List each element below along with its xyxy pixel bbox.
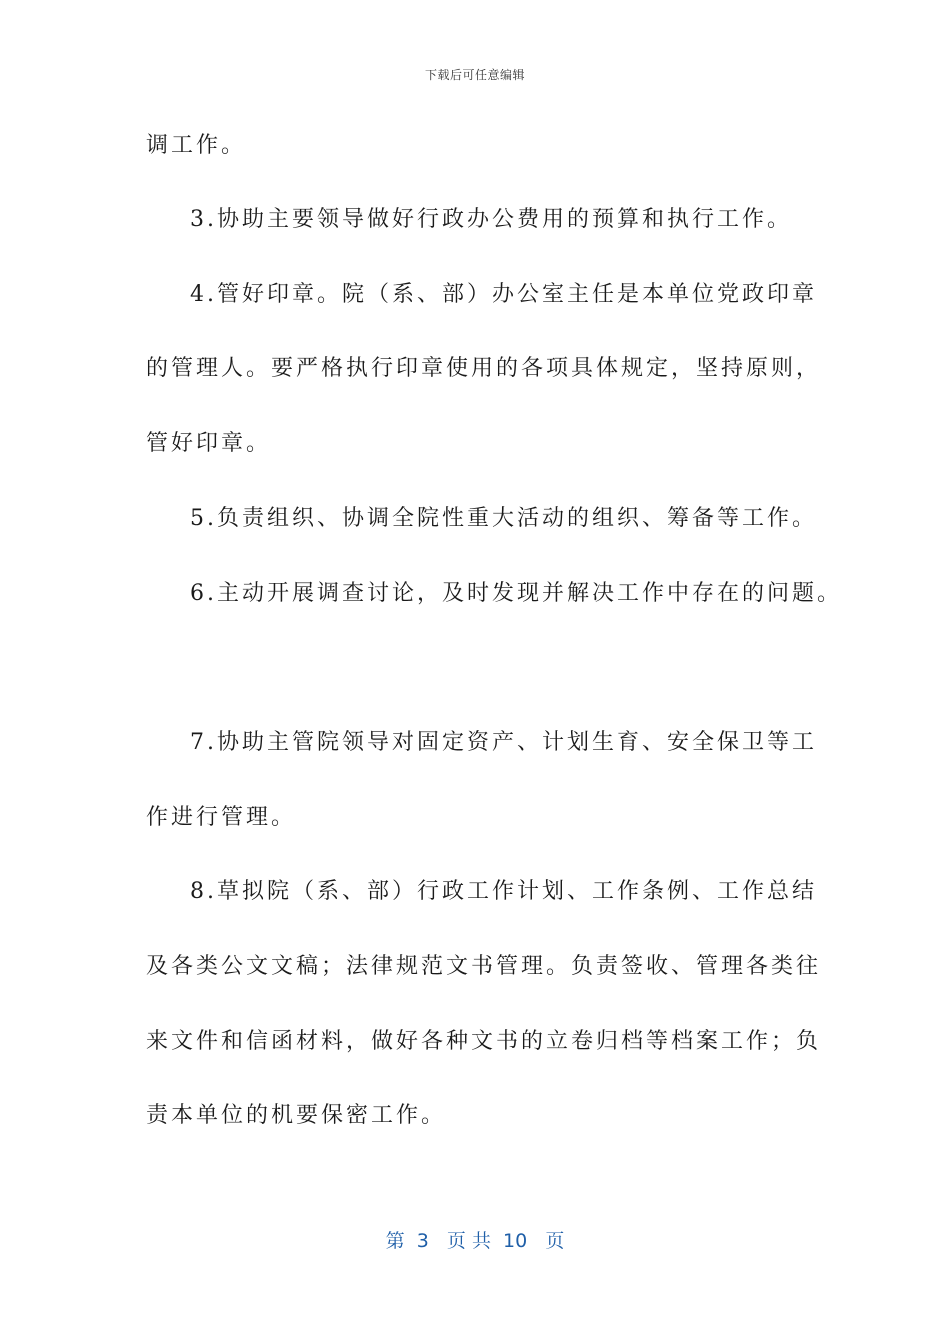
body-line: 及各类公文文稿；法律规范文书管理。负责签收、管理各类往: [146, 954, 822, 979]
body-line: 作进行管理。: [146, 805, 297, 830]
body-line: 4.管好印章。院（系、部）办公室主任是本单位党政印章: [190, 282, 817, 307]
body-line: 调工作。: [146, 133, 247, 158]
body-line: 3.协助主要领导做好行政办公费用的预算和执行工作。: [190, 207, 792, 232]
page-number: 第 3 页 共 10 页: [385, 1230, 565, 1252]
body-line: 的管理人。要严格执行印章使用的各项具体规定，坚持原则，: [146, 356, 822, 381]
body-line: 7.协助主管院领导对固定资产、计划生育、安全保卫等工: [190, 730, 817, 755]
body-line: 来文件和信函材料，做好各种文书的立卷归档等档案工作；负: [146, 1029, 822, 1054]
body-line: 8.草拟院（系、部）行政工作计划、工作条例、工作总结: [190, 879, 817, 904]
body-line: 5.负责组织、协调全院性重大活动的组织、筹备等工作。: [190, 506, 817, 531]
body-line: 管好印章。: [146, 431, 272, 456]
body-line: 责本单位的机要保密工作。: [146, 1103, 447, 1128]
body-line: 6.主动开展调查讨论，及时发现并解决工作中存在的问题。: [190, 581, 842, 606]
header-edit-note: 下载后可任意编辑: [424, 68, 525, 82]
